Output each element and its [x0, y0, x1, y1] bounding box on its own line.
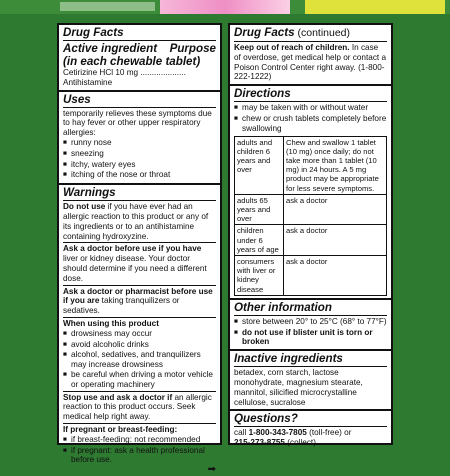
- package-pink-band: [160, 0, 290, 14]
- bullet-icon: [63, 160, 71, 171]
- list-item: [63, 138, 216, 149]
- warnings-heading: Warnings: [63, 186, 116, 200]
- divider: [234, 41, 387, 42]
- continued-label: (continued): [294, 27, 351, 39]
- uses-section: [59, 92, 220, 186]
- ingredient-name: Cetirizine HCl 10 mg: [63, 68, 139, 77]
- collect-phone-link[interactable]: 215-273-8755: [234, 438, 285, 448]
- toll-free-phone-link[interactable]: 1-800-343-7805: [248, 428, 307, 438]
- list-item-text: if breast-feeding: not recommended: [71, 434, 201, 444]
- pregnant-heading: If pregnant or breast-feeding:: [63, 424, 178, 434]
- other-information-heading: Other information: [234, 300, 332, 314]
- list-item: [63, 170, 216, 181]
- list-item: [63, 370, 216, 390]
- bullet-icon: [63, 435, 71, 446]
- table-cell-group: adults 65 years and over: [235, 194, 284, 225]
- directions-section: [230, 86, 391, 300]
- stop-use-warning: [63, 393, 216, 422]
- bullet-icon: [63, 340, 71, 351]
- table-row: [235, 194, 387, 225]
- ingredient-row: [63, 68, 216, 88]
- table-cell-dose: Chew and swallow 1 tablet (10 mg) once daily; do not take more than 1 tablet (10 mg) in 24 hours. A 5 mg product may be appropriate for less severe symptoms.: [284, 136, 387, 194]
- list-item: [63, 350, 216, 370]
- call-label: call: [234, 428, 249, 438]
- do-not-use-warning: [63, 202, 216, 241]
- do-not-use-label: Do not use: [63, 202, 106, 212]
- ask-pharmacist-label: Ask a doctor or pharmacist before use if you are: [63, 286, 213, 306]
- stop-use-label: Stop use and ask a doctor if: [63, 392, 173, 402]
- list-item-text: chew or crush tablets completely before swallowing: [242, 113, 387, 133]
- active-ingredient-heading: Active ingredient: [63, 42, 158, 55]
- inactive-ingredients-heading: Inactive ingredients: [234, 352, 343, 366]
- table-cell-group: consumers with liver or kidney disease: [235, 256, 284, 296]
- keep-out-section: [230, 25, 391, 86]
- list-item: [63, 160, 216, 171]
- directions-heading: Directions: [234, 87, 291, 101]
- ask-doctor-text: liver or kidney disease. Your doctor should determine if you need a different dose.: [63, 254, 207, 283]
- purpose-heading: Purpose: [169, 42, 216, 55]
- table-row: [235, 136, 387, 194]
- active-heading-row: [63, 42, 216, 55]
- bullet-icon: [63, 329, 71, 340]
- active-ingredient-subheading: (in each chewable tablet): [63, 55, 201, 68]
- ask-doctor-warning: [63, 244, 216, 283]
- divider: [63, 317, 216, 318]
- divider: [63, 423, 216, 424]
- drug-facts-panel-left: [57, 23, 222, 476]
- divider: [63, 200, 216, 201]
- list-item-text: store between 20° to 25°C (68° to 77°F): [242, 316, 387, 326]
- keep-out-warning: [234, 43, 387, 82]
- divider: [63, 242, 216, 243]
- package-yellow-band: [305, 0, 445, 14]
- bullet-icon: [63, 138, 71, 149]
- collect-label: (collect): [285, 438, 316, 448]
- list-item-text: alcohol, sedatives, and tranquilizers may increase drowsiness: [71, 350, 201, 370]
- questions-line-2: [234, 438, 387, 448]
- list-item-text: itching of the nose or throat: [71, 170, 171, 180]
- list-item-text: avoid alcoholic drinks: [71, 339, 149, 349]
- list-item-text: do not use if blister unit is torn or broken: [242, 327, 373, 347]
- uses-intro: temporarily relieves these symptoms due to hay fever or other upper respiratory allergies:: [63, 108, 212, 138]
- stop-use-text: an allergic reaction to this product occurs. Seek medical help right away.: [63, 392, 212, 422]
- other-information-section: [230, 300, 391, 351]
- divider: [63, 107, 216, 108]
- bullet-icon: [63, 350, 71, 370]
- divider: [234, 315, 387, 316]
- list-item: [63, 329, 216, 340]
- list-item-text: itchy, watery eyes: [71, 159, 136, 169]
- questions-line-1: [234, 428, 387, 438]
- table-row: [235, 225, 387, 256]
- divider: [234, 101, 387, 102]
- drug-facts-title: Drug Facts: [234, 26, 295, 39]
- keep-out-label: Keep out of reach of children.: [234, 43, 350, 52]
- inactive-ingredients-section: [230, 351, 391, 411]
- questions-section: [230, 411, 391, 450]
- table-row: [235, 256, 387, 296]
- table-cell-dose: ask a doctor: [284, 256, 387, 296]
- list-item-text: runny nose: [71, 137, 112, 147]
- bullet-icon: [63, 446, 71, 466]
- bullet-icon: [234, 114, 242, 134]
- table-cell-group: children under 6 years of age: [235, 225, 284, 256]
- drug-facts-continued-title: [234, 26, 387, 40]
- list-item: [234, 103, 387, 114]
- keep-out-text: In case of overdose, get medical help or contact a Poison Control Center right away. (1-800-222-1222): [234, 43, 387, 82]
- drug-facts-panel-right: [228, 23, 393, 448]
- list-item-text: be careful when driving a motor vehicle or operating machinery: [71, 369, 213, 389]
- table-cell-dose: ask a doctor: [284, 194, 387, 225]
- table-cell-dose: ask a doctor: [284, 225, 387, 256]
- bullet-icon: [63, 149, 71, 160]
- list-item: [234, 328, 387, 348]
- active-ingredient-section: [59, 25, 220, 92]
- list-item: [63, 446, 216, 466]
- divider: [63, 391, 216, 392]
- package-top-strip: [0, 0, 450, 14]
- list-item: [234, 317, 387, 328]
- when-using-heading: When using this product: [63, 318, 159, 328]
- divider: [63, 285, 216, 286]
- uses-heading: Uses: [63, 92, 91, 106]
- bullet-icon: [63, 170, 71, 181]
- questions-heading: Questions?: [234, 412, 298, 426]
- ingredient-dots: ....................: [140, 68, 186, 77]
- package-top-artwork: [60, 2, 155, 11]
- list-item: [63, 435, 216, 446]
- list-item: [234, 114, 387, 134]
- list-item-text: drowsiness may occur: [71, 328, 152, 338]
- list-item: [63, 149, 216, 160]
- ask-pharmacist-text: taking tranquilizers or sedatives.: [63, 296, 180, 316]
- continue-arrow-icon: ➡: [207, 464, 216, 476]
- list-item: [63, 340, 216, 351]
- directions-table: [234, 136, 387, 296]
- toll-free-label: (toll-free) or: [306, 428, 352, 438]
- ask-doctor-label: Ask a doctor before use if you have: [63, 244, 202, 254]
- divider: [234, 366, 387, 367]
- bullet-icon: [234, 328, 242, 348]
- drug-facts-title: Drug Facts: [63, 26, 124, 39]
- table-cell-group: adults and children 6 years and over: [235, 136, 284, 194]
- divider: [234, 426, 387, 427]
- warnings-section: [59, 185, 220, 476]
- bullet-icon: [63, 370, 71, 390]
- ingredient-purpose: Antihistamine: [63, 77, 113, 87]
- ask-pharmacist-warning: [63, 287, 216, 316]
- list-item-text: may be taken with or without water: [242, 103, 369, 113]
- list-item-text: if pregnant: ask a health professional before use.: [71, 445, 205, 465]
- divider: [63, 40, 216, 41]
- do-not-use-text: if you have ever had an allergic reaction to this product or any of its ingredients or to an antihistamine containing hydroxyzine.: [63, 202, 209, 241]
- bullet-icon: [234, 317, 242, 328]
- list-item-text: sneezing: [71, 148, 104, 158]
- bullet-icon: [234, 103, 242, 114]
- inactive-ingredients-text: betadex, corn starch, lactose monohydrate, magnesium stearate, mannitol, silicified microcrystalline cellulose, sucralose: [234, 368, 363, 407]
